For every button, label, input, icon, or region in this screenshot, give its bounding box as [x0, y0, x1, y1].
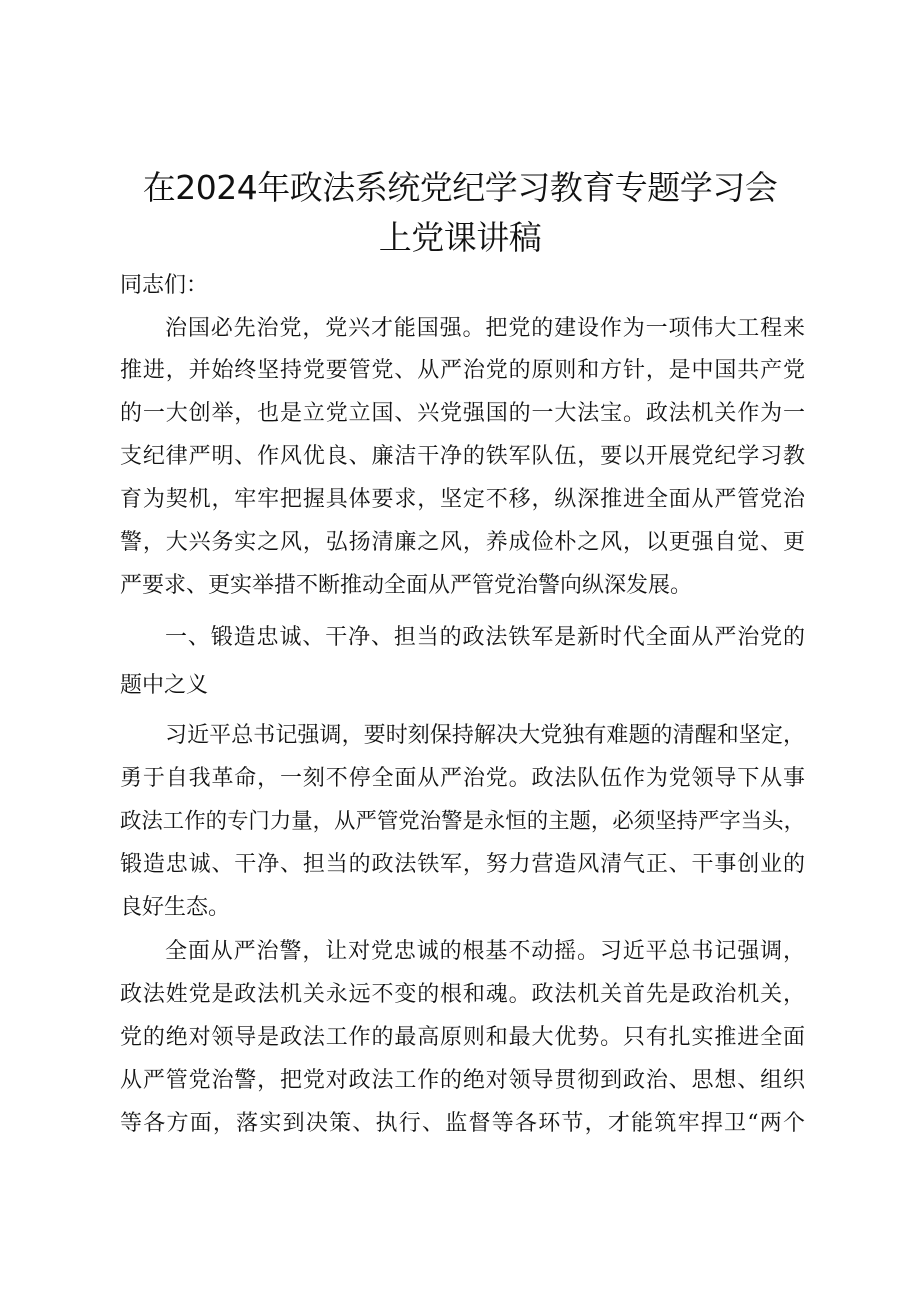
- para2-line-2: 勇于自我革命，一刻不停全面从严治党。政法队伍作为党领导下从事: [120, 766, 805, 791]
- para2-line-4: 锻造忠诚、干净、担当的政法铁军，努力营造风清气正、干事创业的: [120, 852, 805, 877]
- para3-line-3: 党的绝对领导是政法工作的最高原则和最大优势。只有扎实推进全面: [120, 1025, 805, 1050]
- para1-line-2: 推进，并始终坚持党要管党、从严治党的原则和方针，是中国共产党: [120, 358, 805, 383]
- para3-line-2: 政法姓党是政法机关永远不变的根和魂。政法机关首先是政治机关，: [120, 982, 805, 1007]
- para3-line-4: 从严管党治警，把党对政法工作的绝对领导贯彻到政治、思想、组织: [120, 1068, 805, 1093]
- para2-line-3: 政法工作的专门力量，从严管党治警是永恒的主题，必须坚持严字当头，: [120, 809, 805, 834]
- document-title-line-2: 上党课讲稿: [378, 218, 542, 257]
- salutation: 同志们：: [120, 273, 209, 298]
- para1-line-7: 严要求、更实举措不断推动全面从严管党治警向纵深发展。: [120, 573, 693, 598]
- para2-line-5: 良好生态。: [120, 895, 231, 920]
- para1-line-3: 的一大创举，也是立党立国、兴党强国的一大法宝。政法机关作为一: [120, 401, 805, 426]
- section-heading-1-line-1: 一、锻造忠诚、干净、担当的政法铁军是新时代全面从严治党的: [165, 625, 805, 650]
- section-heading-1-line-2: 题中之义: [120, 673, 209, 698]
- para1-line-6: 警，大兴务实之风，弘扬清廉之风，养成俭朴之风，以更强自觉、更: [120, 530, 805, 555]
- para1-line-4: 支纪律严明、作风优良、廉洁干净的铁军队伍，要以开展党纪学习教: [120, 444, 805, 469]
- para3-line-1: 全面从严治警，让对党忠诚的根基不动摇。习近平总书记强调，: [165, 939, 805, 964]
- para1-line-1: 治国必先治党，党兴才能国强。把党的建设作为一项伟大工程来: [165, 316, 805, 341]
- para2-line-1: 习近平总书记强调，要时刻保持解决大党独有难题的清醒和坚定，: [165, 723, 805, 748]
- para3-line-5: 等各方面，落实到决策、执行、监督等各环节，才能筑牢捍卫“两个: [120, 1111, 805, 1136]
- document-title-line-1: 在2024年政法系统党纪学习教育专题学习会: [142, 168, 778, 207]
- para1-line-5: 育为契机，牢牢把握具体要求，坚定不移，纵深推进全面从严管党治: [120, 487, 805, 512]
